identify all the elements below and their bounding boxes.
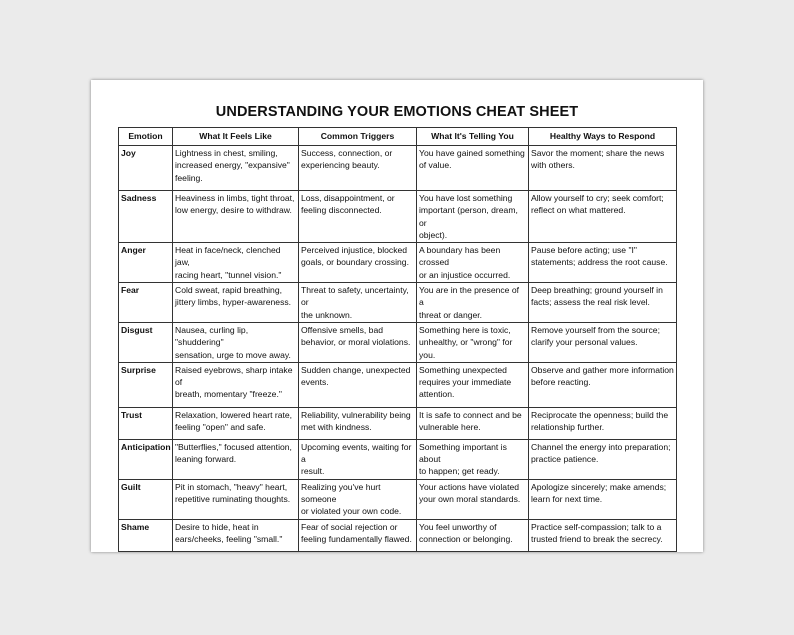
respond-cell: Observe and gather more information before reacting. [529, 362, 677, 407]
emotion-cell: Shame [119, 519, 173, 551]
respond-cell: Reciprocate the openness; build the relationship further. [529, 407, 677, 439]
table-header-row [119, 128, 677, 146]
table-row [119, 191, 677, 243]
emotion-cell: Guilt [119, 479, 173, 519]
table-row [119, 439, 677, 479]
table-row [119, 283, 677, 323]
telling-cell: You have gained something of value. [417, 146, 529, 191]
table-row [119, 243, 677, 283]
header-common-triggers: Common Triggers [299, 128, 417, 146]
table-row [119, 479, 677, 519]
emotions-table [118, 127, 677, 552]
feels-cell: Heaviness in limbs, tight throat, low energy, desire to withdraw. [173, 191, 299, 243]
feels-cell: Pit in stomach, "heavy" heart, repetitive ruminating thoughts. [173, 479, 299, 519]
triggers-cell: Threat to safety, uncertainty, or the unknown. [299, 283, 417, 323]
telling-cell: It is safe to connect and be vulnerable here. [417, 407, 529, 439]
triggers-cell: Perceived injustice, blocked goals, or boundary crossing. [299, 243, 417, 283]
table-row [119, 322, 677, 362]
table-row [119, 407, 677, 439]
emotion-cell: Disgust [119, 322, 173, 362]
feels-cell: Relaxation, lowered heart rate, feeling "open" and safe. [173, 407, 299, 439]
emotion-cell: Surprise [119, 362, 173, 407]
table-row [119, 146, 677, 191]
telling-cell: You have lost something important (person, dream, or object). [417, 191, 529, 243]
telling-cell: Something here is toxic, unhealthy, or "wrong" for you. [417, 322, 529, 362]
respond-cell: Allow yourself to cry; seek comfort; reflect on what mattered. [529, 191, 677, 243]
telling-cell: You are in the presence of a threat or danger. [417, 283, 529, 323]
telling-cell: Something important is about to happen; get ready. [417, 439, 529, 479]
emotion-cell: Fear [119, 283, 173, 323]
feels-cell: Cold sweat, rapid breathing, jittery limbs, hyper-awareness. [173, 283, 299, 323]
emotion-cell: Trust [119, 407, 173, 439]
triggers-cell: Upcoming events, waiting for a result. [299, 439, 417, 479]
triggers-cell: Fear of social rejection or feeling fundamentally flawed. [299, 519, 417, 551]
telling-cell: A boundary has been crossed or an injustice occurred. [417, 243, 529, 283]
triggers-cell: Realizing you've hurt someone or violated your own code. [299, 479, 417, 519]
respond-cell: Channel the energy into preparation; practice patience. [529, 439, 677, 479]
feels-cell: Raised eyebrows, sharp intake of breath, momentary "freeze." [173, 362, 299, 407]
triggers-cell: Offensive smells, bad behavior, or moral violations. [299, 322, 417, 362]
emotion-cell: Joy [119, 146, 173, 191]
feels-cell: "Butterflies," focused attention, leaning forward. [173, 439, 299, 479]
emotion-cell: Sadness [119, 191, 173, 243]
feels-cell: Lightness in chest, smiling, increased energy, "expansive" feeling. [173, 146, 299, 191]
header-what-it-feels-like: What It Feels Like [173, 128, 299, 146]
feels-cell: Desire to hide, heat in ears/cheeks, feeling "small." [173, 519, 299, 551]
triggers-cell: Sudden change, unexpected events. [299, 362, 417, 407]
triggers-cell: Reliability, vulnerability being met with kindness. [299, 407, 417, 439]
respond-cell: Deep breathing; ground yourself in facts; assess the real risk level. [529, 283, 677, 323]
header-emotion: Emotion [119, 128, 173, 146]
emotion-cell: Anger [119, 243, 173, 283]
telling-cell: Something unexpected requires your immediate attention. [417, 362, 529, 407]
telling-cell: Your actions have violated your own moral standards. [417, 479, 529, 519]
table-row [119, 519, 677, 551]
emotion-cell: Anticipation [119, 439, 173, 479]
header-healthy-ways-to-respond: Healthy Ways to Respond [529, 128, 677, 146]
table-row [119, 362, 677, 407]
feels-cell: Nausea, curling lip, "shuddering" sensation, urge to move away. [173, 322, 299, 362]
triggers-cell: Success, connection, or experiencing beauty. [299, 146, 417, 191]
respond-cell: Remove yourself from the source; clarify your personal values. [529, 322, 677, 362]
respond-cell: Practice self-compassion; talk to a trusted friend to break the secrecy. [529, 519, 677, 551]
feels-cell: Heat in face/neck, clenched jaw, racing heart, "tunnel vision." [173, 243, 299, 283]
respond-cell: Savor the moment; share the news with others. [529, 146, 677, 191]
triggers-cell: Loss, disappointment, or feeling disconnected. [299, 191, 417, 243]
respond-cell: Pause before acting; use "I" statements; address the root cause. [529, 243, 677, 283]
header-what-its-telling-you: What It's Telling You [417, 128, 529, 146]
cheat-sheet-page [91, 80, 703, 552]
page-title: UNDERSTANDING YOUR EMOTIONS CHEAT SHEET [215, 104, 579, 120]
telling-cell: You feel unworthy of connection or belonging. [417, 519, 529, 551]
respond-cell: Apologize sincerely; make amends; learn for next time. [529, 479, 677, 519]
